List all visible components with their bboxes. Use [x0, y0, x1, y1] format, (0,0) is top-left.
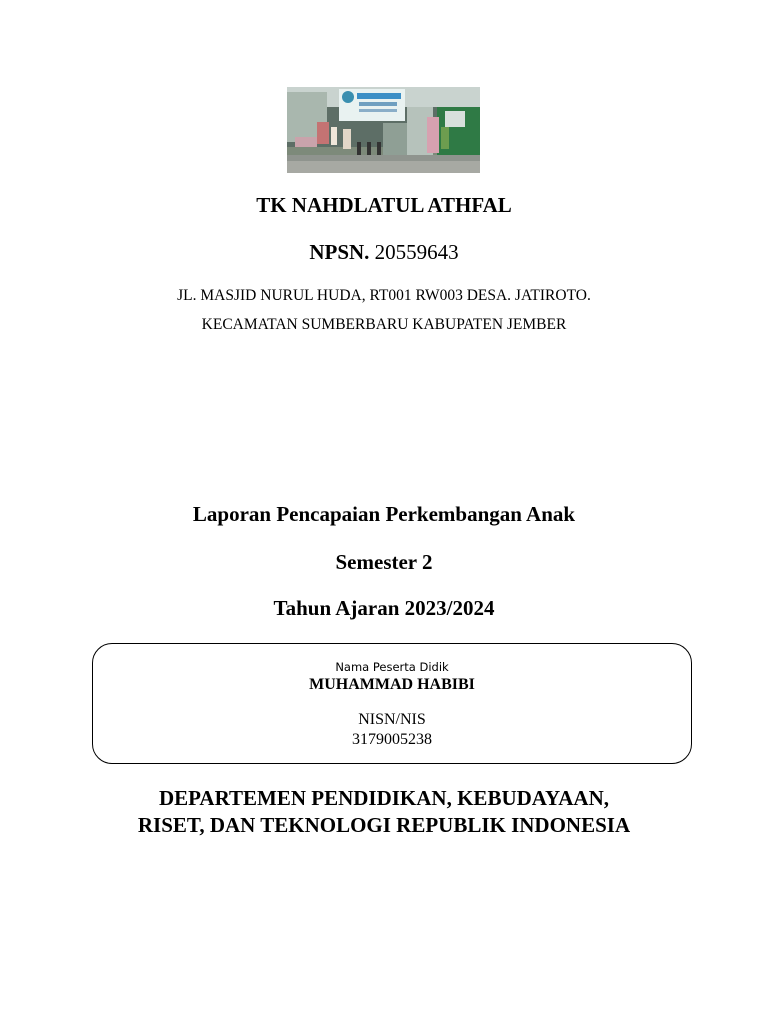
- school-building-illustration: [287, 87, 480, 173]
- student-info-box: [92, 643, 692, 764]
- student-name-label: Nama Peserta Didik: [335, 660, 449, 674]
- school-address-line2: KECAMATAN SUMBERBARU KABUPATEN JEMBER: [201, 316, 567, 333]
- report-semester: Semester 2: [335, 550, 433, 574]
- report-academic-year: Tahun Ajaran 2023/2024: [273, 596, 495, 620]
- department-name: [0, 785, 768, 839]
- student-id-value: 3179005238: [352, 731, 432, 748]
- npsn-value: 20559643: [374, 240, 459, 264]
- department-line1: DEPARTEMEN PENDIDIKAN, KEBUDAYAAN,: [158, 786, 610, 810]
- report-title: Laporan Pencapaian Perkembangan Anak: [192, 502, 576, 526]
- npsn-line: [0, 240, 768, 265]
- department-line2: RISET, DAN TEKNOLOGI REPUBLIK INDONESIA: [137, 813, 631, 837]
- school-address-line1: JL. MASJID NURUL HUDA, RT001 RW003 DESA. JATIROTO.: [177, 287, 591, 304]
- student-name: MUHAMMAD HABIBI: [309, 676, 475, 693]
- student-id-label: NISN/NIS: [358, 711, 426, 728]
- school-building-photo: [287, 87, 480, 173]
- school-name: TK NAHDLATUL ATHFAL: [256, 193, 512, 217]
- npsn-label: NPSN.: [309, 240, 370, 264]
